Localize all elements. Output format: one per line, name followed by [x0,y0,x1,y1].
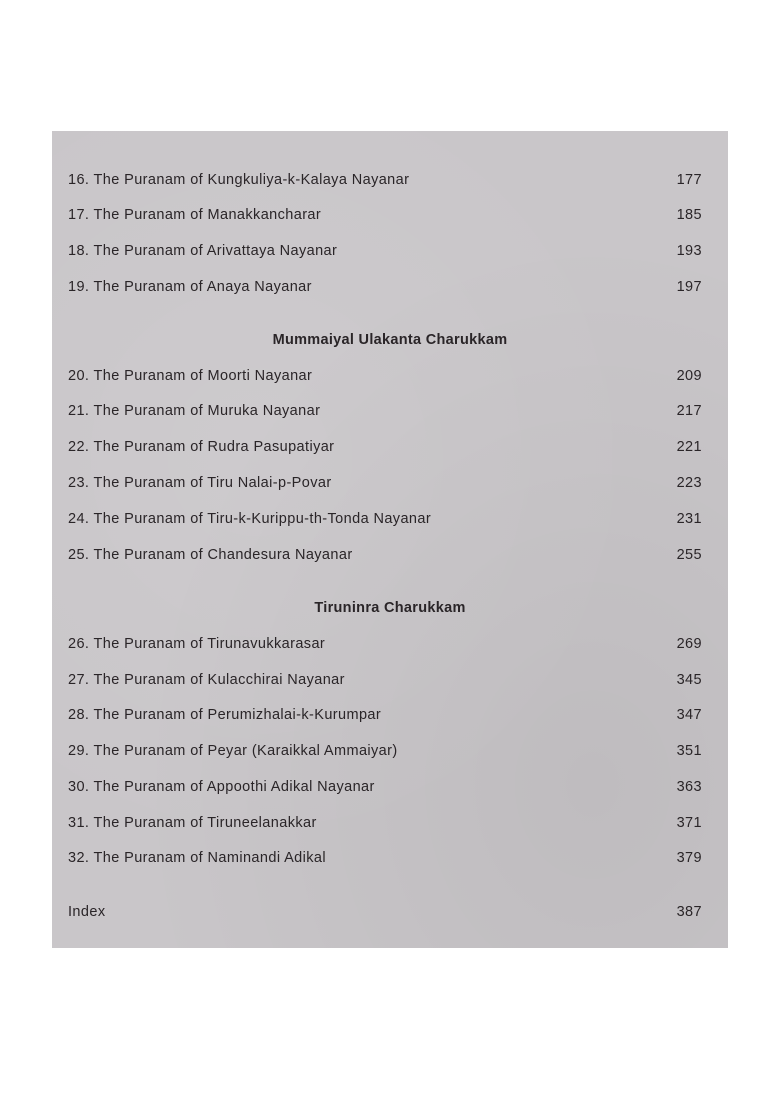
entry-page-number: 177 [676,172,702,188]
entry-page-number: 209 [676,368,702,384]
entry-page-number: 193 [676,243,702,259]
entry-page-number: 269 [676,636,702,652]
toc-entry [68,636,702,658]
toc-entry [68,172,702,194]
entry-page-number: 197 [676,279,702,295]
toc-entry [68,743,702,765]
entry-title: Index [68,904,106,920]
entry-page-number: 387 [676,904,702,920]
entry-page-number: 347 [676,707,702,723]
entry-page-number: 185 [676,207,702,223]
entry-page-number: 379 [676,850,702,866]
entry-title: 16. The Puranam of Kungkuliya-k-Kalaya Nayanar [68,172,410,188]
entry-page-number: 345 [676,672,702,688]
toc-entry [68,439,702,461]
toc-entry-index [68,904,702,926]
entry-title: 19. The Puranam of Anaya Nayanar [68,279,312,295]
entry-title: 23. The Puranam of Tiru Nalai-p-Povar [68,475,332,491]
entry-title: 29. The Puranam of Peyar (Karaikkal Ammaiyar) [68,743,398,759]
section-heading: Tiruninra Charukkam [314,600,466,616]
toc-entry [68,368,702,390]
entry-title: 25. The Puranam of Chandesura Nayanar [68,547,353,563]
entry-title: 24. The Puranam of Tiru-k-Kurippu-th-Tonda Nayanar [68,511,432,527]
entry-title: 27. The Puranam of Kulacchirai Nayanar [68,672,345,688]
toc-entry [68,475,702,497]
toc-entry [68,207,702,229]
toc-entry [68,279,702,301]
entry-page-number: 363 [676,779,702,795]
entry-title: 32. The Puranam of Naminandi Adikal [68,850,326,866]
toc-entry [68,672,702,694]
toc-entry [68,707,702,729]
toc-entry [68,850,702,872]
entry-title: 26. The Puranam of Tirunavukkarasar [68,636,326,652]
entry-page-number: 217 [676,403,702,419]
scanned-page [52,131,728,948]
entry-title: 30. The Puranam of Appoothi Adikal Nayanar [68,779,375,795]
entry-title: 31. The Puranam of Tiruneelanakkar [68,815,317,831]
toc-entry [68,403,702,425]
entry-title: 18. The Puranam of Arivattaya Nayanar [68,243,338,259]
entry-page-number: 371 [676,815,702,831]
entry-title: 17. The Puranam of Manakkancharar [68,207,322,223]
entry-page-number: 231 [676,511,702,527]
entry-page-number: 221 [676,439,702,455]
entry-title: 20. The Puranam of Moorti Nayanar [68,368,313,384]
entry-page-number: 255 [676,547,702,563]
toc-entry [68,547,702,569]
entry-page-number: 223 [676,475,702,491]
toc-entry [68,779,702,801]
toc-entry [68,511,702,533]
toc-entry [68,243,702,265]
section-heading: Mummaiyal Ulakanta Charukkam [272,332,508,348]
toc-entry [68,815,702,837]
entry-title: 21. The Puranam of Muruka Nayanar [68,403,321,419]
entry-title: 28. The Puranam of Perumizhalai-k-Kurumpar [68,707,382,723]
entry-title: 22. The Puranam of Rudra Pasupatiyar [68,439,335,455]
entry-page-number: 351 [676,743,702,759]
